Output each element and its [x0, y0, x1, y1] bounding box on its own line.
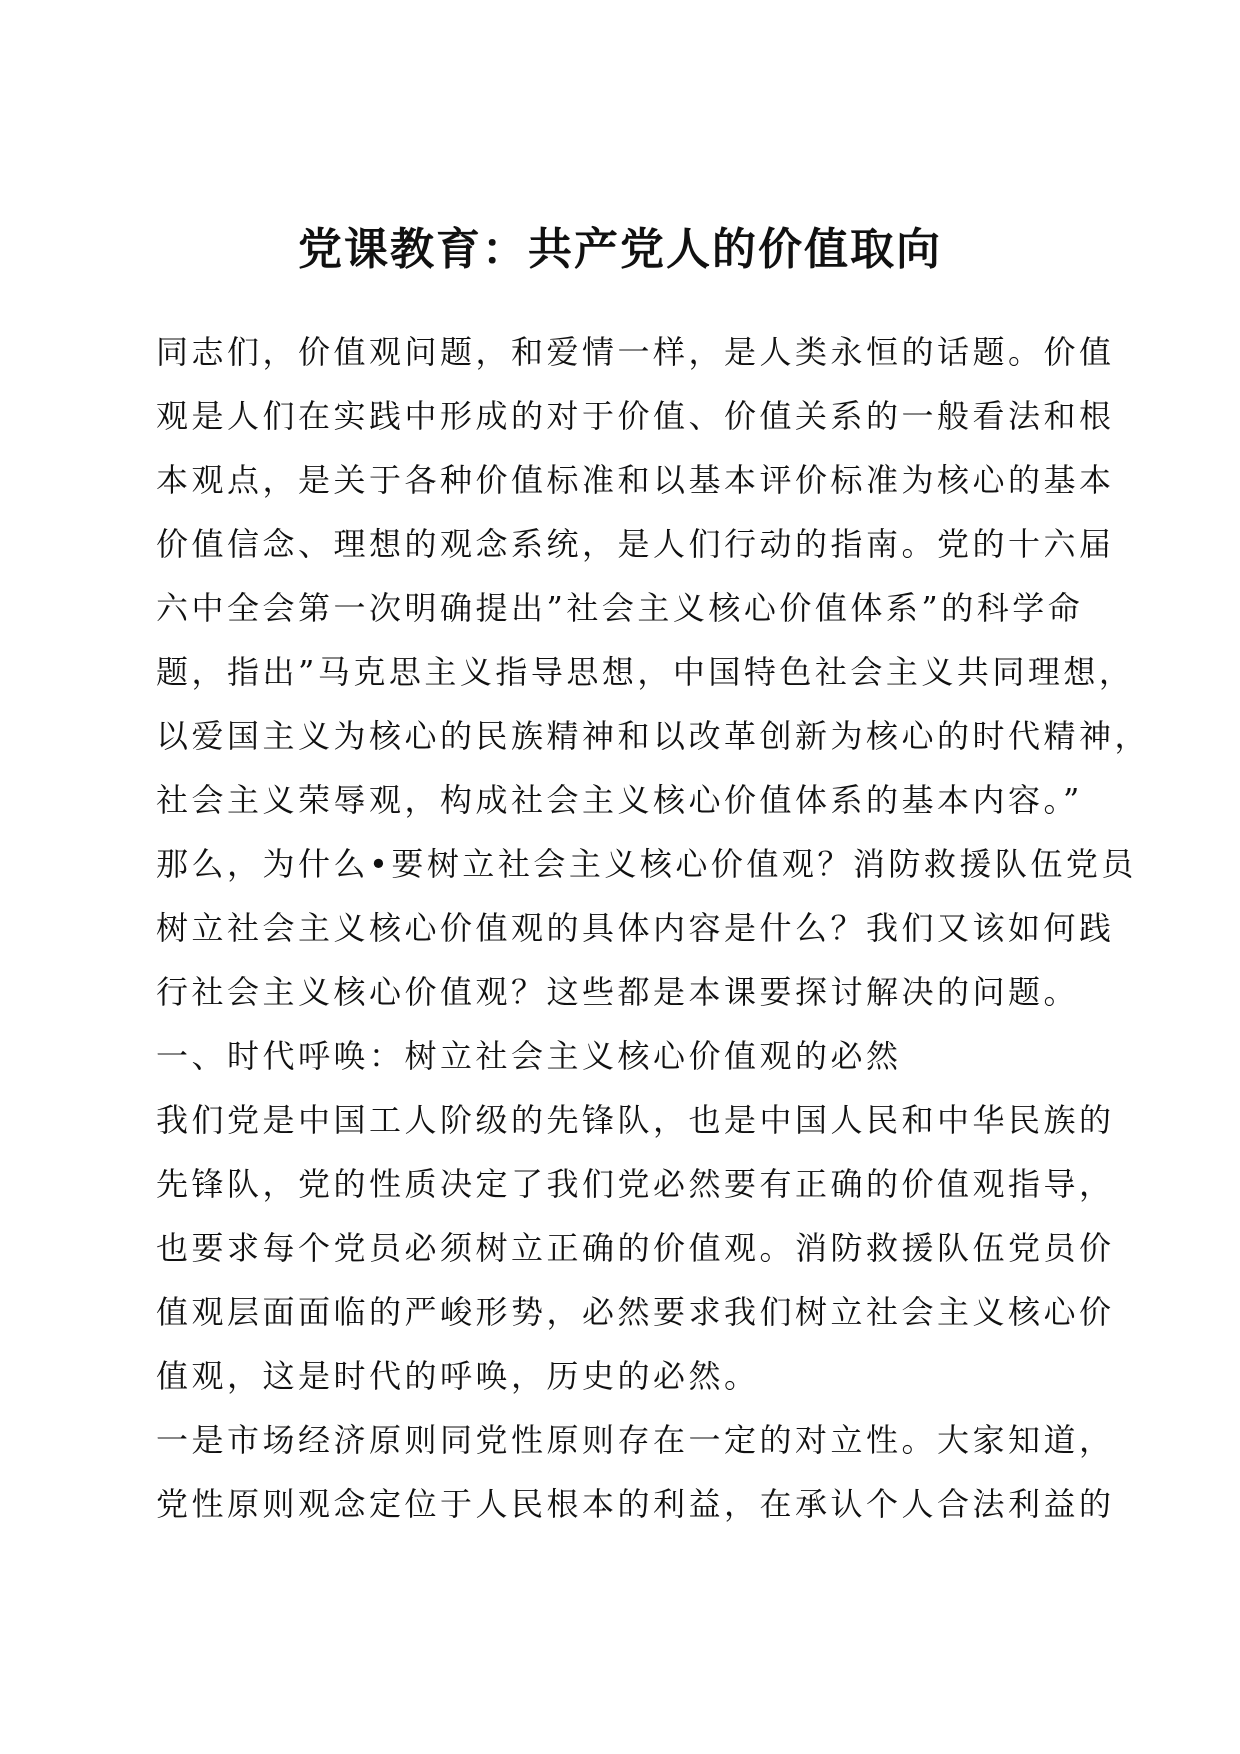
body-line: 同志们，价值观问题，和爱情一样，是人类永恒的话题。价值 — [156, 333, 1115, 371]
document-body — [156, 320, 1151, 1536]
body-line: 观是人们在实践中形成的对于价值、价值关系的一般看法和根 — [156, 397, 1115, 435]
body-line: 价值信念、理想的观念系统，是人们行动的指南。党的十六届 — [156, 525, 1115, 563]
body-line: 以爱国主义为核心的民族精神和以改革创新为核心的时代精神， — [156, 717, 1151, 755]
document-title: 党课教育：共产党人的价值取向 — [298, 224, 942, 275]
body-line: 值观，这是时代的呼唤，历史的必然。 — [156, 1357, 760, 1395]
section-heading: 一、时代呼唤：树立社会主义核心价值观的必然 — [156, 1037, 902, 1075]
body-line: 树立社会主义核心价值观的具体内容是什么？我们又该如何践 — [156, 909, 1115, 947]
body-line: 六中全会第一次明确提出”社会主义核心价值体系”的科学命 — [156, 589, 1084, 627]
body-line: 值观层面面临的严峻形势，必然要求我们树立社会主义核心价 — [156, 1293, 1115, 1331]
body-line: 一是市场经济原则同党性原则存在一定的对立性。大家知道， — [156, 1421, 1115, 1459]
body-line: 行社会主义核心价值观？这些都是本课要探讨解决的问题。 — [156, 973, 1080, 1011]
body-line: 那么，为什么•要树立社会主义核心价值观？消防救援队伍党员 — [156, 845, 1137, 883]
body-line: 题，指出”马克思主义指导思想，中国特色社会主义共同理想， — [156, 653, 1135, 691]
body-line: 也要求每个党员必须树立正确的价值观。消防救援队伍党员价 — [156, 1229, 1115, 1267]
body-line: 党性原则观念定位于人民根本的利益，在承认个人合法利益的 — [156, 1485, 1115, 1523]
body-line: 本观点，是关于各种价值标准和以基本评价标准为核心的基本 — [156, 461, 1115, 499]
body-line: 先锋队，党的性质决定了我们党必然要有正确的价值观指导， — [156, 1165, 1115, 1203]
body-line: 我们党是中国工人阶级的先锋队，也是中国人民和中华民族的 — [156, 1101, 1115, 1139]
body-line: 社会主义荣辱观，构成社会主义核心价值体系的基本内容。” — [156, 781, 1083, 819]
